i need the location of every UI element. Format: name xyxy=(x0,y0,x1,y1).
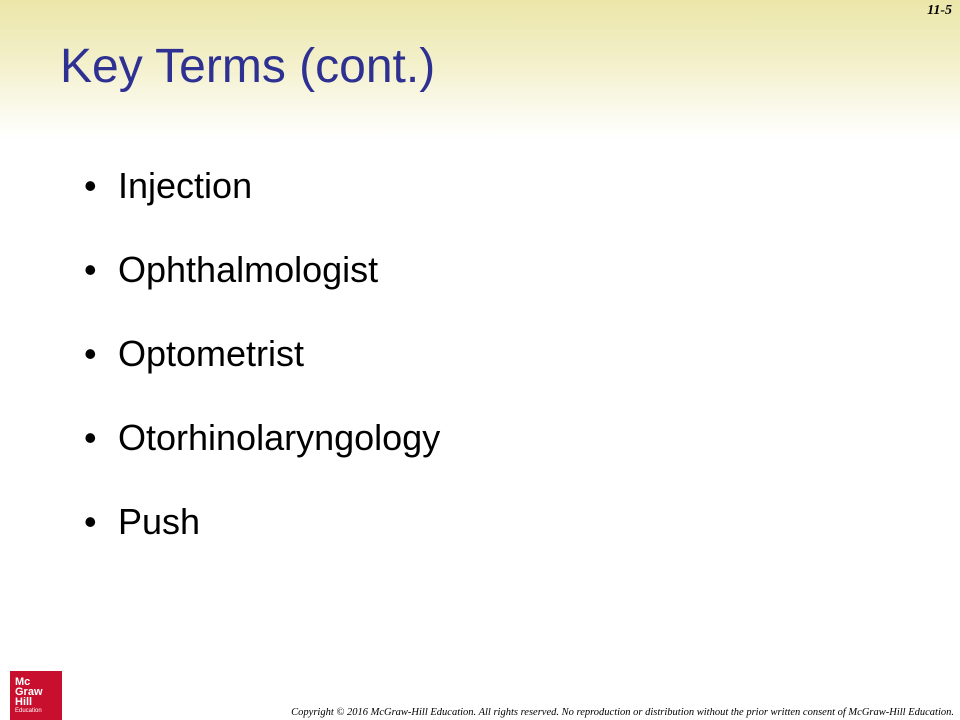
slide-number: 11-5 xyxy=(927,3,952,18)
bullet-item-otorhinolaryngology xyxy=(84,412,440,496)
logo-line: Mc xyxy=(15,676,31,688)
slide-title: Key Terms (cont.) xyxy=(60,40,436,93)
bullet-list xyxy=(84,160,440,580)
bullet-item-optometrist xyxy=(84,328,440,412)
bullet-text: Injection xyxy=(118,165,253,206)
bullet-item-ophthalmologist xyxy=(84,244,440,328)
bullet-item-injection xyxy=(84,160,440,244)
bullet-text: Push xyxy=(118,501,201,542)
logo-line: Graw xyxy=(15,686,43,698)
copyright-notice: Copyright © 2016 McGraw-Hill Education. All rights reserved. No reproduction or distribution without the prior written consent of McGraw-Hill Education. xyxy=(291,707,954,718)
bullet-marker: • xyxy=(84,333,97,374)
bullet-text: Optometrist xyxy=(118,333,305,374)
bullet-marker: • xyxy=(84,165,97,206)
logo-line: Hill xyxy=(15,696,33,708)
bullet-text: Otorhinolaryngology xyxy=(118,417,441,458)
bullet-item-push xyxy=(84,496,440,580)
mcgraw-hill-logo xyxy=(10,671,62,720)
logo-line: Education xyxy=(15,708,42,714)
bullet-marker: • xyxy=(84,417,97,458)
bullet-marker: • xyxy=(84,501,97,542)
bullet-marker: • xyxy=(84,249,97,290)
bullet-text: Ophthalmologist xyxy=(118,249,379,290)
